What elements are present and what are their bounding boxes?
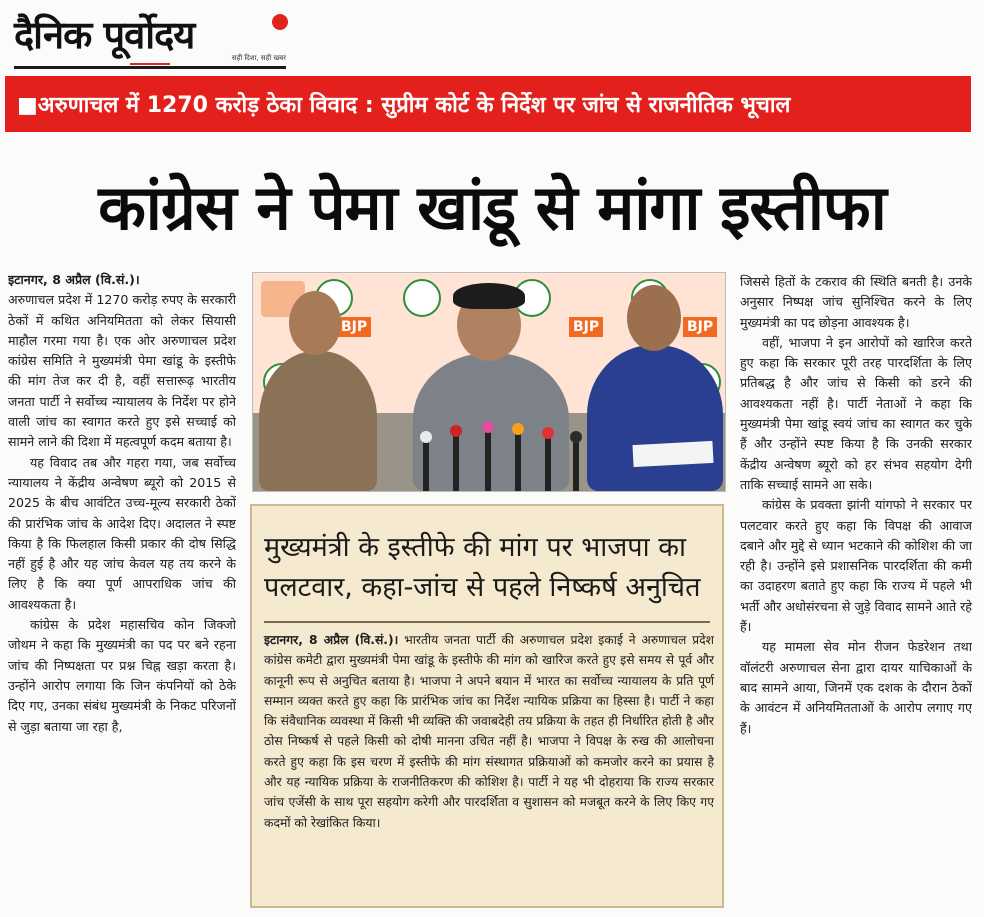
person-left-head [289, 291, 341, 355]
right-paragraph-4: यह मामला सेव मोन रीजन फेडरेशन तथा वॉलंटरी अरुणाचल सेना द्वारा दायर याचिकाओं के बाद सामने आया, जिनमें एक दशक के दौरान ठेकों के आवंटन में अनियमितताओं के आरोप लगाए गए हैं। [740, 639, 972, 736]
microphone-head [420, 431, 432, 443]
microphone-head [570, 431, 582, 443]
person-right [587, 345, 723, 491]
backdrop-label: BJP [337, 317, 371, 337]
left-paragraph-3: कांग्रेस के प्रदेश महासचिव कोन जिक्जो जोथम ने कहा कि मुख्यमंत्री का पद पर बने रहना जांच की निष्पक्षता पर प्रश्न चिह्न खड़ा करता है। उन्होंने आरोप लगाया कि जिन कंपनियों को ठेके दिए गए, उनका संबंध मुख्यमंत्री के निकट परिजनों से जुड़ा बताया जा रहा है, [8, 617, 236, 734]
backdrop-label: BJP [569, 317, 603, 337]
masthead-rule [14, 66, 286, 69]
microphone [453, 435, 459, 491]
sub-story-box [250, 504, 724, 908]
backdrop-label: BJP [683, 317, 717, 337]
lotus-logo-icon [403, 279, 441, 317]
masthead [10, 4, 290, 70]
left-paragraph-1-text: अरुणाचल प्रदेश में 1270 करोड़ रुपए के सरकारी ठेकों में कथित अनियमितता को लेकर सियासी माहौल गरमा गया है। एक ओर अरुणाचल प्रदेश कांग्रेस समिति ने मुख्यमंत्री पेमा खांडू के इस्तीफे की मांग तेज कर दी है, वहीं सत्तारूढ़ भारतीय जनता पार्टी ने सर्वोच्च न्यायालय के निर्देश पर होने वाली जांच का स्वागत करते हुए इसे सच्चाई को सामने लाने की दिशा में महत्वपूर्ण कदम बताया है। [8, 292, 236, 450]
papers-on-table [632, 441, 713, 467]
sub-story-text: भारतीय जनता पार्टी की अरुणाचल प्रदेश इकाई ने अरुणाचल प्रदेश कांग्रेस कमेटी द्वारा मुख्यमंत्री पेमा खांडू के इस्तीफे की मांग को खारिज करते हुए इसे समय से पूर्व और कानूनी रूप से अनुचित बताया है। भाजपा ने अपने बयान में भारत का सर्वोच्च न्यायालय के प्रति पूर्ण सम्मान व्यक्त करते हुए कहा कि प्रारंभिक जांच का निर्देश न्यायिक प्रक्रिया का हिस्सा है। पार्टी ने कहा कि संवैधानिक व्यवस्था में किसी भी व्यक्ति की जवाबदेही तय प्रक्रिया के तहत ही निर्धारित होती है और ठोस निष्कर्ष से पहले किसी को दोषी मानना उचित नहीं है। भाजपा ने विपक्ष के रुख की आलोचना करते हुए कहा कि इस चरण में इस्तीफे की मांग संस्थागत प्रक्रियाओं को कमजोर करने का प्रयास है और यह न्यायिक प्रक्रिया के राजनीतिकरण की कोशिश है। पार्टी ने यह भी दोहराया कि राज्य सरकार जांच एजेंसी के साथ पूरा सहयोग करेगी और पारदर्शिता व सुशासन को मजबूत करने के लिए किए गए कदमों को रेखांकित किया। [264, 633, 715, 830]
microphone [573, 441, 579, 491]
right-column [740, 272, 972, 912]
microphone-head [482, 421, 494, 433]
main-headline: कांग्रेस ने पेमा खांडू से मांगा इस्तीफा [98, 171, 886, 244]
microphone-head [542, 427, 554, 439]
masthead-accent [130, 63, 170, 65]
person-left [259, 351, 377, 491]
sub-story-rule [264, 621, 710, 623]
sub-story-headline: मुख्यमंत्री के इस्तीफे की मांग पर भाजपा का पलटवार, कहा-जांच से पहले निष्कर्ष अनुचित [264, 532, 701, 603]
microphone-head [450, 425, 462, 437]
newspaper-tagline: सही दिशा, सही खबर [231, 54, 286, 62]
brand-dot-icon [272, 14, 288, 30]
dateline: इटानगर, 8 अप्रैल (वि.सं.)। [8, 272, 140, 287]
topic-banner-text: ■अरुणाचल में 1270 करोड़ ठेका विवाद : सुप्रीम कोर्ट के निर्देश पर जांच से राजनीतिक भूचाल [17, 93, 791, 118]
microphone [423, 441, 429, 491]
sub-story-dateline: इटानगर, 8 अप्रैल (वि.सं.)। [264, 633, 399, 647]
right-paragraph-2: वहीं, भाजपा ने इन आरोपों को खारिज करते हुए कहा कि सरकार पूरी तरह पारदर्शिता के लिए प्रतिबद्ध है और जांच से किसी को डरने की आवश्यकता नहीं है। पार्टी नेताओं ने कहा कि मुख्यमंत्री पेमा खांडू स्वयं जांच का स्वागत कर चुके हैं और उन्होंने स्पष्ट किया है कि उनकी सरकार केंद्रीय अन्वेषण ब्यूरो को हर संभव सहयोग देगी ताकि सच्चाई सामने आ सके। [740, 334, 972, 492]
microphone [545, 437, 551, 491]
sub-story-paragraph [264, 630, 714, 833]
left-paragraph-2: यह विवाद तब और गहरा गया, जब सर्वोच्च न्यायालय ने केंद्रीय अन्वेषण ब्यूरो को 2015 से 2025 के बीच आवंटित उच्च-मूल्य सरकारी ठेकों की प्रारंभिक जांच के आदेश दिए। अदालत ने स्पष्ट किया है कि फिलहाल किसी प्रकार की दोष सिद्धि नहीं हुई है और यह जांच केवल यह तय करने के लिए है कि क्या पूर्ण आपराधिक जांच की आवश्यकता है। [8, 454, 236, 612]
newspaper-name: दैनिक पूर्वोदय [14, 13, 195, 57]
press-conference-photo [252, 272, 726, 492]
sub-story-body [264, 630, 714, 833]
left-column [8, 270, 236, 910]
microphone [515, 433, 521, 491]
microphone [485, 431, 491, 491]
topic-banner [5, 76, 971, 132]
left-paragraph-1 [8, 270, 236, 453]
person-right-head [627, 285, 681, 351]
person-center-hair [453, 283, 525, 309]
right-paragraph-1: जिससे हितों के टकराव की स्थिति बनती है। उनके अनुसार निष्पक्ष जांच सुनिश्चित करने के लिए मुख्यमंत्री का पद छोड़ना आवश्यक है। [740, 274, 972, 330]
right-paragraph-3: कांग्रेस के प्रवक्ता झांनी यांगफो ने सरकार पर पलटवार करते हुए कहा कि विपक्ष की आवाज दबाने और मुद्दे से ध्यान भटकाने की कोशिश की जा रही है। उन्होंने इसे प्रशासनिक पारदर्शिता की कमी का उदाहरण बताते हुए कहा कि राज्य में पहले भी भर्ती और अधोसंरचना से जुड़े विवाद सामने आते रहे हैं। [740, 497, 972, 635]
microphone-head [512, 423, 524, 435]
